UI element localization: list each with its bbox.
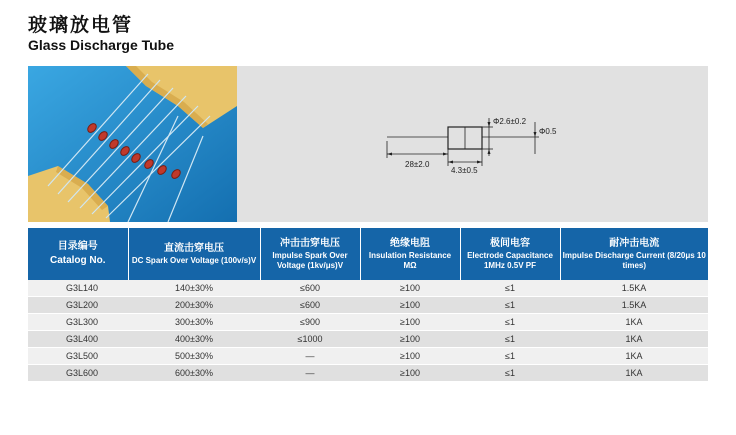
header-insulation: 绝缘电阻 Insulation Resistance MΩ xyxy=(360,228,460,280)
glass-tube-photo-illustration xyxy=(28,66,237,222)
dim-lead-length: 28±2.0 xyxy=(405,160,430,169)
cell-insulation: ≥100 xyxy=(360,348,460,365)
cell-catalog: G3L140 xyxy=(28,280,128,297)
cell-catalog: G3L500 xyxy=(28,348,128,365)
cell-capacitance: ≤1 xyxy=(460,314,560,331)
cell-dc: 600±30% xyxy=(128,365,260,382)
cell-impulse: ≤600 xyxy=(260,280,360,297)
header-dc-spark: 直流击穿电压 DC Spark Over Voltage (100v/s)V xyxy=(128,228,260,280)
header-capacitance: 极间电容 Electrode Capacitance 1MHz 0.5V PF xyxy=(460,228,560,280)
cell-current: 1KA xyxy=(560,348,708,365)
cell-capacitance: ≤1 xyxy=(460,331,560,348)
header-impulse-spark: 冲击击穿电压 Impulse Spark Over Voltage (1kv/μs)V xyxy=(260,228,360,280)
cell-insulation: ≥100 xyxy=(360,280,460,297)
cell-current: 1KA xyxy=(560,331,708,348)
dimension-diagram xyxy=(237,66,708,222)
cell-insulation: ≥100 xyxy=(360,331,460,348)
cell-current: 1KA xyxy=(560,365,708,382)
cell-capacitance: ≤1 xyxy=(460,348,560,365)
cell-impulse: ≤1000 xyxy=(260,331,360,348)
cell-capacitance: ≤1 xyxy=(460,280,560,297)
page-title-chinese: 玻璃放电管 xyxy=(28,14,134,36)
cell-catalog: G3L600 xyxy=(28,365,128,382)
cell-current: 1KA xyxy=(560,314,708,331)
spec-table xyxy=(28,228,708,382)
cell-impulse: ≤600 xyxy=(260,297,360,314)
dimension-drawing xyxy=(237,66,708,222)
cell-catalog: G3L300 xyxy=(28,314,128,331)
table-row xyxy=(28,348,708,365)
table-row xyxy=(28,314,708,331)
dim-diameter: Φ2.6±0.2 xyxy=(493,117,527,126)
cell-dc: 200±30% xyxy=(128,297,260,314)
cell-dc: 300±30% xyxy=(128,314,260,331)
header-catalog-no: 目录编号 Catalog No. xyxy=(28,228,128,280)
dim-body-length: 4.3±0.5 xyxy=(451,166,478,175)
cell-current: 1.5KA xyxy=(560,280,708,297)
table-row xyxy=(28,297,708,314)
table-header-row xyxy=(28,228,708,280)
cell-capacitance: ≤1 xyxy=(460,297,560,314)
cell-catalog: G3L200 xyxy=(28,297,128,314)
cell-capacitance: ≤1 xyxy=(460,365,560,382)
cell-impulse: — xyxy=(260,348,360,365)
cell-insulation: ≥100 xyxy=(360,314,460,331)
table-row xyxy=(28,280,708,297)
product-photo xyxy=(28,66,237,222)
cell-dc: 400±30% xyxy=(128,331,260,348)
cell-insulation: ≥100 xyxy=(360,365,460,382)
dim-lead-diameter: Φ0.5 xyxy=(539,127,557,136)
cell-insulation: ≥100 xyxy=(360,297,460,314)
cell-dc: 140±30% xyxy=(128,280,260,297)
cell-impulse: — xyxy=(260,365,360,382)
table-row xyxy=(28,365,708,382)
cell-current: 1.5KA xyxy=(560,297,708,314)
table-row xyxy=(28,331,708,348)
cell-catalog: G3L400 xyxy=(28,331,128,348)
cell-impulse: ≤900 xyxy=(260,314,360,331)
header-impulse-current: 耐冲击电流 Impulse Discharge Current (8/20μs 10 times) xyxy=(560,228,708,280)
cell-dc: 500±30% xyxy=(128,348,260,365)
page-title-english: Glass Discharge Tube xyxy=(28,37,175,53)
